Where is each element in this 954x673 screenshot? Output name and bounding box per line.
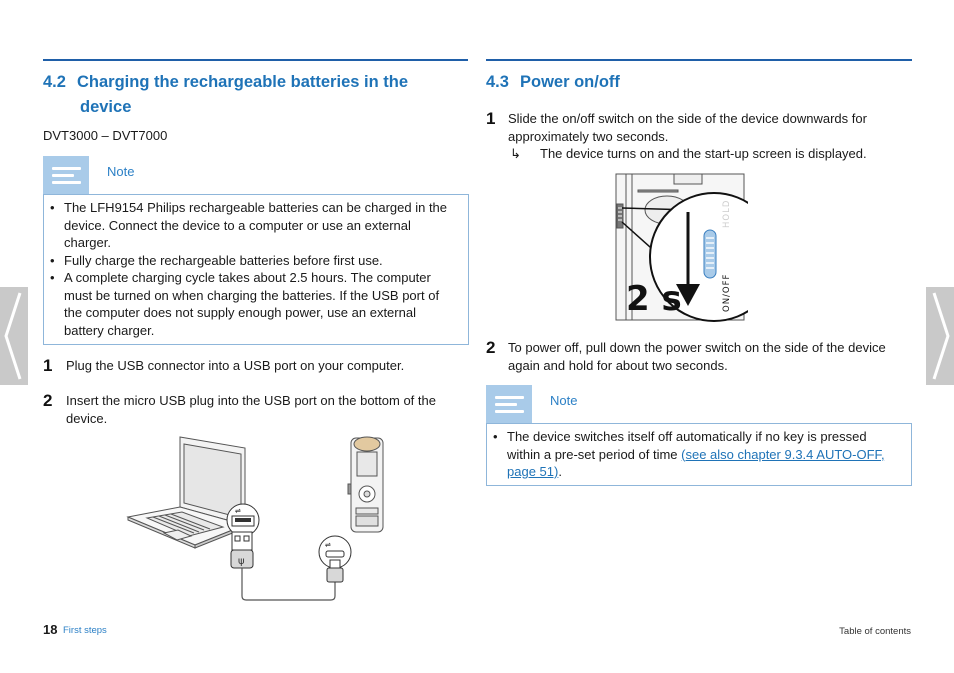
section-heading-4-2 [43,70,468,120]
micro-usb-plug [319,536,351,582]
note-item [489,428,899,481]
result-arrow: ↳ [510,146,521,161]
step-number: 2 [43,391,53,410]
section-title-line2: device [80,98,132,116]
note-list [489,428,899,481]
recorder-device-image [348,437,383,532]
model-range: DVT3000 – DVT7000 [43,128,168,143]
svg-text:⇌: ⇌ [235,507,241,515]
section-heading-4-3 [486,70,911,95]
chapter-link[interactable]: (see also chapter 9.3.4 AUTO-OFF, page 51) [507,446,885,479]
step-number: 2 [486,338,496,357]
page-number: 18 [43,622,58,637]
usb-a-plug [231,532,253,568]
note-box [486,423,912,486]
svg-text:ψ: ψ [238,556,245,567]
section-number: 4.3 [486,73,509,91]
prev-page-tab[interactable] [0,287,28,385]
usb-cable [242,568,335,600]
power-switch-illustration [612,172,748,322]
step-text: Plug the USB connector into a USB port on your computer. [66,358,405,373]
table-of-contents-link[interactable]: Table of contents [839,626,911,637]
duration-label: 2 s [626,279,682,319]
chevron-right-icon [926,287,954,385]
step-text: Insert the micro USB plug into the USB port on the bottom of the device. [66,393,436,426]
right-top-rule [486,59,912,61]
note-box [43,194,469,345]
hold-label: HOLD [722,199,732,228]
note-item: • A complete charging cycle takes about 2.5 hours. The computer must be turned on when charging the batteries. If the USB port of the computer does not supply enough power, use an external battery charger. [46,269,456,339]
note-item: • Fully charge the rechargeable batteries before first use. [46,252,456,270]
step-number: 1 [486,109,496,128]
section-title: Power on/off [520,73,620,91]
note-label: Note [107,164,135,179]
note-text-end: . [558,464,562,479]
laptop-image [128,437,245,548]
note-label: Note [550,393,578,408]
note-icon [43,156,89,194]
step-text: Slide the on/off switch on the side of the device downwards for approximately two seconds. [508,111,867,144]
section-title-line1: Charging the rechargeable batteries in the [77,73,408,91]
note-list [46,199,456,339]
left-top-rule [43,59,468,61]
next-page-tab[interactable] [926,287,954,385]
svg-text:⇌: ⇌ [325,541,331,549]
chevron-left-icon [0,287,28,385]
step-text: To power off, pull down the power switch on the side of the device again and hold for about two seconds. [508,340,886,373]
step-result: The device turns on and the start-up screen is displayed. [540,146,867,161]
on-off-label: ON/OFF [722,273,732,312]
footer-section[interactable]: First steps [63,625,107,636]
note-icon [486,385,532,423]
section-number: 4.2 [43,73,66,91]
note-item: • The LFH9154 Philips rechargeable batteries can be charged in the device. Connect the device to a computer or use an external charger. [46,199,456,252]
note-text: The device switches itself off automatically if no key is pressed within a pre-set period of time [507,429,867,462]
usb-connection-illustration [125,432,390,604]
step-number: 1 [43,356,53,375]
